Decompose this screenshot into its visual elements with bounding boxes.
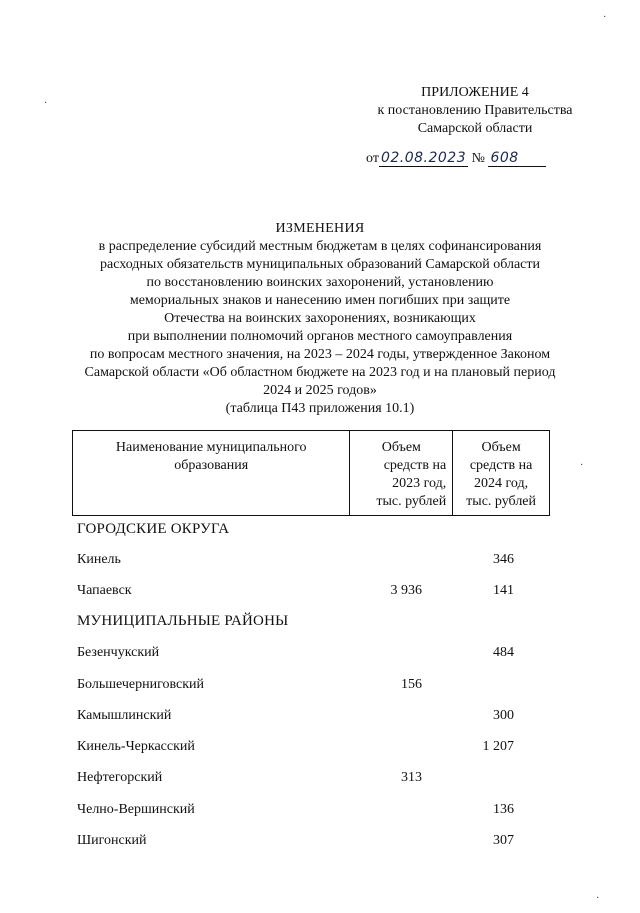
title-line: Отечества на воинских захоронениях, возникающих xyxy=(164,311,476,326)
title-line: по вопросам местного значения, на 2023 – 2024 годы, утвержденное Законом xyxy=(89,347,551,362)
title-line: по восстановлению воинских захоронений, установлению xyxy=(146,275,494,290)
value-2024: 484 xyxy=(493,645,514,660)
table-row xyxy=(0,833,640,853)
document-heading: ИЗМЕНЕНИЯ xyxy=(275,221,365,236)
section-title-municipal-districts: МУНИЦИПАЛЬНЫЕ РАЙОНЫ xyxy=(77,613,289,629)
value-2024: 307 xyxy=(493,833,514,848)
table-row xyxy=(0,708,640,728)
order-date-number xyxy=(366,150,566,167)
table-row xyxy=(0,677,640,697)
section-title-city-districts: ГОРОДСКИЕ ОКРУГА xyxy=(77,521,230,537)
value-2024: 300 xyxy=(493,708,514,723)
table-row xyxy=(0,552,640,572)
value-2023: 313 xyxy=(401,770,422,785)
value-2024: 1 207 xyxy=(482,739,514,754)
column-header-2023: Объем средств на 2023 год, тыс. рублей xyxy=(350,431,453,516)
table-row xyxy=(0,802,640,822)
appendix-line-3: Самарской области xyxy=(417,121,533,136)
title-line: расходных обязательств муниципальных образований Самарской области xyxy=(99,257,541,272)
municipality-name: Кинель-Черкасский xyxy=(77,739,195,754)
handwritten-number: 608 xyxy=(488,150,546,167)
value-2024: 346 xyxy=(493,552,514,567)
municipality-name: Большечерниговский xyxy=(77,677,205,692)
scan-speck: · xyxy=(596,893,600,904)
appendix-title: ПРИЛОЖЕНИЕ 4 xyxy=(421,85,529,100)
table-row xyxy=(0,583,640,603)
value-2024: 136 xyxy=(493,802,514,817)
table-header xyxy=(72,430,550,516)
title-line: в распределение субсидий местным бюджетам в целях софинансирования xyxy=(98,239,542,254)
number-prefix: № xyxy=(471,151,485,166)
title-line: Самарской области «Об областном бюджете на 2023 год и на плановый период xyxy=(84,365,556,380)
appendix-line-2: к постановлению Правительства xyxy=(377,103,573,118)
table-row xyxy=(0,739,640,759)
document-title-block xyxy=(20,220,620,418)
appendix-block xyxy=(340,84,610,138)
municipality-name: Чапаевск xyxy=(77,583,132,598)
table-row xyxy=(0,770,640,790)
value-2024: 141 xyxy=(493,583,514,598)
title-line: мемориальных знаков и нанесению имен погибших при защите xyxy=(129,293,511,308)
value-2023: 156 xyxy=(401,677,422,692)
scan-speck: · xyxy=(580,460,584,471)
column-header-municipality: Наименование муниципального образования xyxy=(73,431,350,516)
handwritten-date: 02.08.2023 xyxy=(380,150,467,166)
table-row xyxy=(0,645,640,665)
municipality-name: Шигонский xyxy=(77,833,147,848)
municipality-name: Камышлинский xyxy=(77,708,172,723)
table-reference: (таблица П43 приложения 10.1) xyxy=(225,401,415,416)
scan-speck: · xyxy=(44,98,48,109)
value-2023: 3 936 xyxy=(390,583,422,598)
date-prefix: от xyxy=(366,151,379,166)
title-line: 2024 и 2025 годов» xyxy=(263,383,377,398)
title-line: при выполнении полномочий органов местного самоуправления xyxy=(127,329,513,344)
column-header-2024: Объем средств на 2024 год, тыс. рублей xyxy=(453,431,550,516)
municipality-name: Челно-Вершинский xyxy=(77,802,195,817)
municipality-name: Безенчукский xyxy=(77,645,160,660)
scan-speck: · xyxy=(603,12,607,23)
municipality-name: Кинель xyxy=(77,552,121,567)
municipality-name: Нефтегорский xyxy=(77,770,163,785)
